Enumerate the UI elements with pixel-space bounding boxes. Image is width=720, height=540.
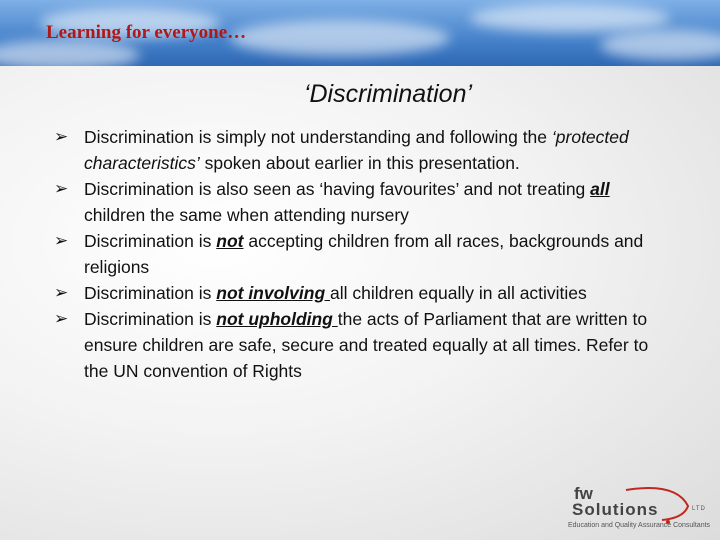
slide-title-text: ‘Discrimination’	[303, 80, 473, 108]
bullet-text: accepting children from all races, backgrounds and religions	[84, 231, 644, 277]
bullet-list	[50, 124, 668, 384]
header-title: Learning for everyone…	[46, 22, 247, 43]
bullet-arrow-icon: ➢	[54, 283, 69, 302]
header-banner	[0, 0, 720, 66]
slide-title	[0, 80, 720, 109]
bullet-item	[50, 280, 668, 306]
bullet-item	[50, 176, 668, 228]
bullet-item	[50, 124, 668, 176]
bullet-text: not	[216, 231, 244, 251]
bullet-item	[50, 228, 668, 280]
company-logo	[566, 484, 716, 538]
bullet-text: Discrimination is also seen as ‘having favourites’ and not treating	[84, 179, 591, 199]
bullet-text: all children equally in all activities	[330, 283, 587, 303]
logo-ltd: LTD	[692, 506, 706, 512]
bullet-text: Discrimination is simply not understanding and following the	[84, 127, 552, 147]
bullet-text: Discrimination is	[84, 283, 217, 303]
bullet-arrow-icon: ➢	[54, 231, 69, 250]
bullet-arrow-icon: ➢	[54, 309, 69, 328]
bullet-text: Discrimination is	[84, 231, 217, 251]
bullet-text: not upholding	[216, 309, 338, 329]
logo-solutions: Solutions	[572, 500, 659, 519]
bullet-text: spoken about earlier in this presentation.	[199, 153, 520, 173]
logo-swoosh-icon	[566, 484, 716, 524]
bullet-text: all	[590, 179, 610, 199]
bullet-text: Discrimination is	[84, 309, 217, 329]
bullet-text: children the same when attending nursery	[84, 205, 409, 225]
bullet-arrow-icon: ➢	[54, 179, 69, 198]
logo-tagline: Education and Quality Assurance Consultants	[568, 522, 711, 529]
bullet-item	[50, 306, 668, 384]
logo-fw: fw	[574, 484, 593, 503]
bullet-arrow-icon: ➢	[54, 127, 69, 146]
bullet-text: ‘protected characteristics’	[84, 127, 629, 173]
bullet-text: the acts of Parliament that are written to ensure children are safe, secure and treated equally at all times. Refer to the UN convention of Rights	[84, 309, 649, 381]
bullet-text: not involving	[216, 283, 330, 303]
